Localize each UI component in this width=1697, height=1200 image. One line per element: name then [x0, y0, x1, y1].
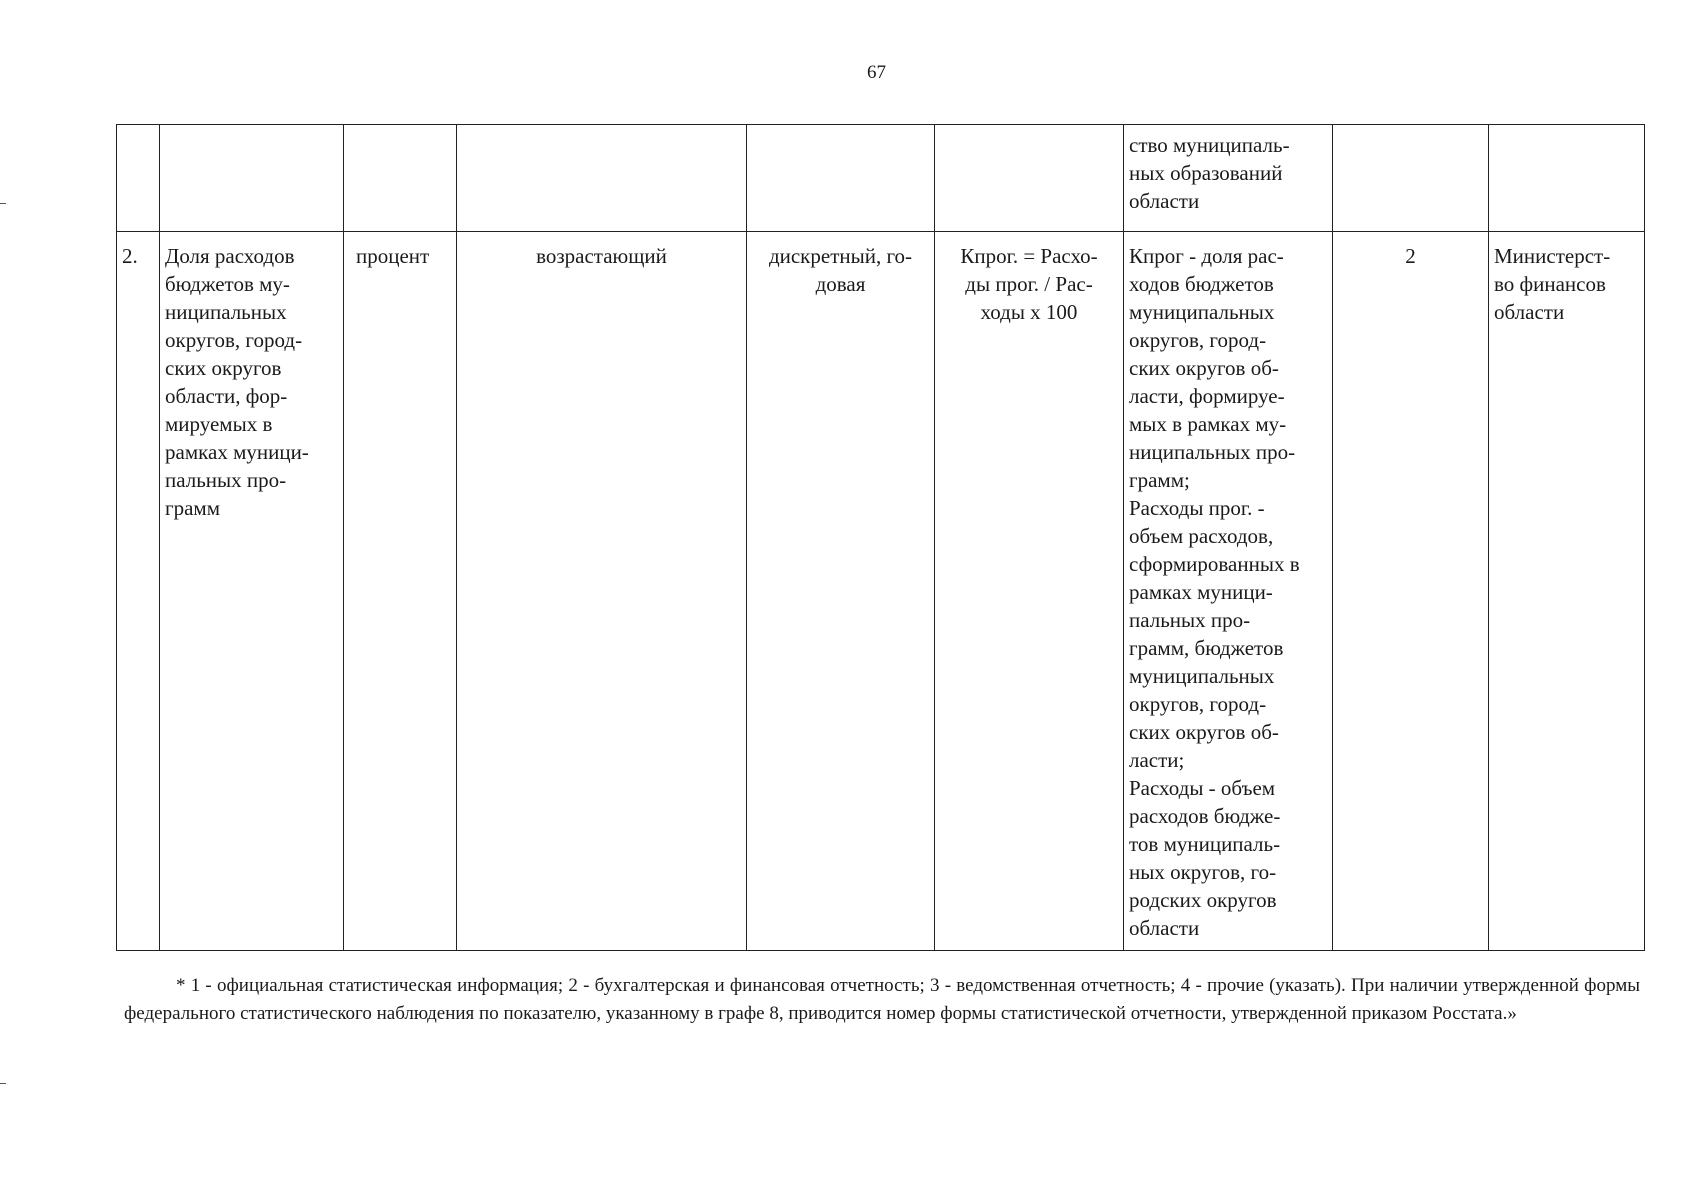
- cell-unit: [344, 232, 457, 951]
- row-number: 2.: [122, 244, 138, 268]
- cell-source-empty: [1333, 125, 1489, 232]
- cell-num-empty: [117, 125, 160, 232]
- indicators-table: [116, 124, 1645, 951]
- cell-trend: [457, 232, 747, 951]
- cell-definition: [1124, 232, 1333, 951]
- definition-text: Кпрог - доля рас- ходов бюджетов муниципальных округов, город- ских округов об- ласти, формируе- мых в рамках му- ниципальных про- грамм; Расходы прог. - объем расходов, сформированных в рамках муници- пальных про- грамм, бюджетов муниципальных округов, город- ских округов об- ласти; Расходы - объем расходов бюдже- тов муниципаль- ных округов, го- родских округов области: [1129, 244, 1300, 940]
- cell-definition-continuation: [1124, 125, 1333, 232]
- scan-margin-mark: [0, 203, 6, 204]
- cell-responsible-empty: [1489, 125, 1645, 232]
- page-number: 67: [867, 62, 886, 83]
- cell-name-empty: [160, 125, 344, 232]
- cell-source: [1333, 232, 1489, 951]
- cell-calc-type: [747, 232, 935, 951]
- cell-responsible: [1489, 232, 1645, 951]
- source-text: 2: [1405, 244, 1416, 268]
- calc-type-text: дискретный, го- довая: [768, 244, 913, 296]
- formula-text: Кпрог. = Расхо- ды прог. / Рас- ходы х 100: [960, 244, 1098, 324]
- cell-indicator-name: [160, 232, 344, 951]
- table-row-continuation: [117, 125, 1645, 232]
- trend-text: возрастающий: [536, 244, 667, 268]
- footnote: * 1 - официальная статистическая информация; 2 - бухгалтерская и финансовая отчетность; 3 - ведомственная отчетность; 4 - прочие (указать). При наличии утвержденной формы федерального статистического наблюдения по показателю, указанному в графе 8, приводится номер формы статистической отчетности, утвержденной приказом Росстата.»: [124, 975, 1640, 1024]
- cell-unit-empty: [344, 125, 457, 232]
- definition-continuation-text: ство муниципаль- ных образований области: [1129, 133, 1290, 213]
- indicator-name: Доля расходов бюджетов му- ниципальных округов, город- ских округов области, фор- мируемых в рамках муници- пальных про- грамм: [165, 244, 309, 520]
- scan-margin-mark: [0, 1083, 6, 1084]
- unit-text: процент: [356, 244, 430, 268]
- cell-type-empty: [747, 125, 935, 232]
- table-row-indicator: [117, 232, 1645, 951]
- responsible-text: Министерст- во финансов области: [1494, 244, 1611, 324]
- cell-formula-empty: [935, 125, 1124, 232]
- cell-formula: [935, 232, 1124, 951]
- cell-trend-empty: [457, 125, 747, 232]
- cell-row-number: [117, 232, 160, 951]
